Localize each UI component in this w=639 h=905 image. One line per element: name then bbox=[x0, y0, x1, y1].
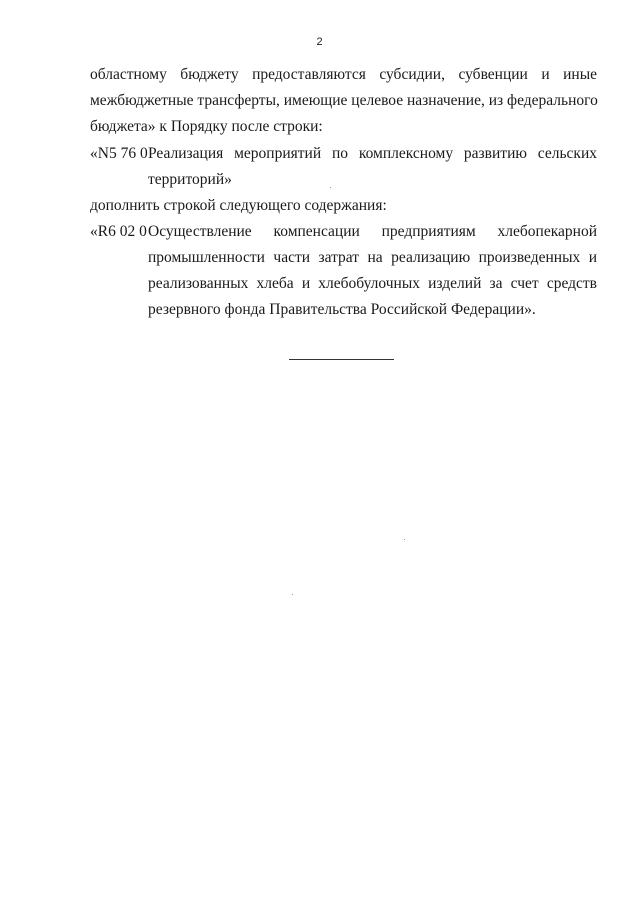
intro-line: областному бюджету предоставляются субсидии, субвенции и иные bbox=[90, 66, 597, 83]
connector-text: дополнить строкой следующего содержания: bbox=[90, 197, 387, 214]
intro-line: межбюджетные трансферты, имеющие целевое назначение, из федерального bbox=[90, 92, 598, 109]
intro-line: бюджета» к Порядку после строки: bbox=[90, 118, 323, 135]
budget-entry-description bbox=[148, 219, 597, 323]
intro-paragraph bbox=[90, 62, 597, 140]
budget-entry-description bbox=[148, 141, 597, 193]
closing-rule bbox=[289, 359, 394, 360]
budget-entry-r6020 bbox=[90, 219, 597, 323]
budget-entry-n5760 bbox=[90, 141, 597, 193]
budget-code: «N5 76 0 bbox=[90, 145, 148, 162]
description-line: территорий» bbox=[148, 171, 232, 188]
scan-speck bbox=[404, 539, 405, 540]
description-line: резервного фонда Правительства Российской Федерации». bbox=[148, 301, 536, 318]
scan-speck bbox=[330, 187, 331, 188]
page-number: 2 bbox=[316, 36, 323, 48]
description-line: реализованных хлеба и хлебобулочных изделий за счет средств bbox=[148, 275, 597, 292]
description-line: Реализация мероприятий по комплексному развитию сельских bbox=[148, 145, 597, 162]
budget-code: «R6 02 0 bbox=[90, 223, 147, 240]
description-line: промышленности части затрат на реализацию произведенных и bbox=[148, 249, 597, 266]
description-line: Осуществление компенсации предприятиям хлебопекарной bbox=[148, 223, 597, 240]
scan-speck bbox=[292, 594, 293, 595]
